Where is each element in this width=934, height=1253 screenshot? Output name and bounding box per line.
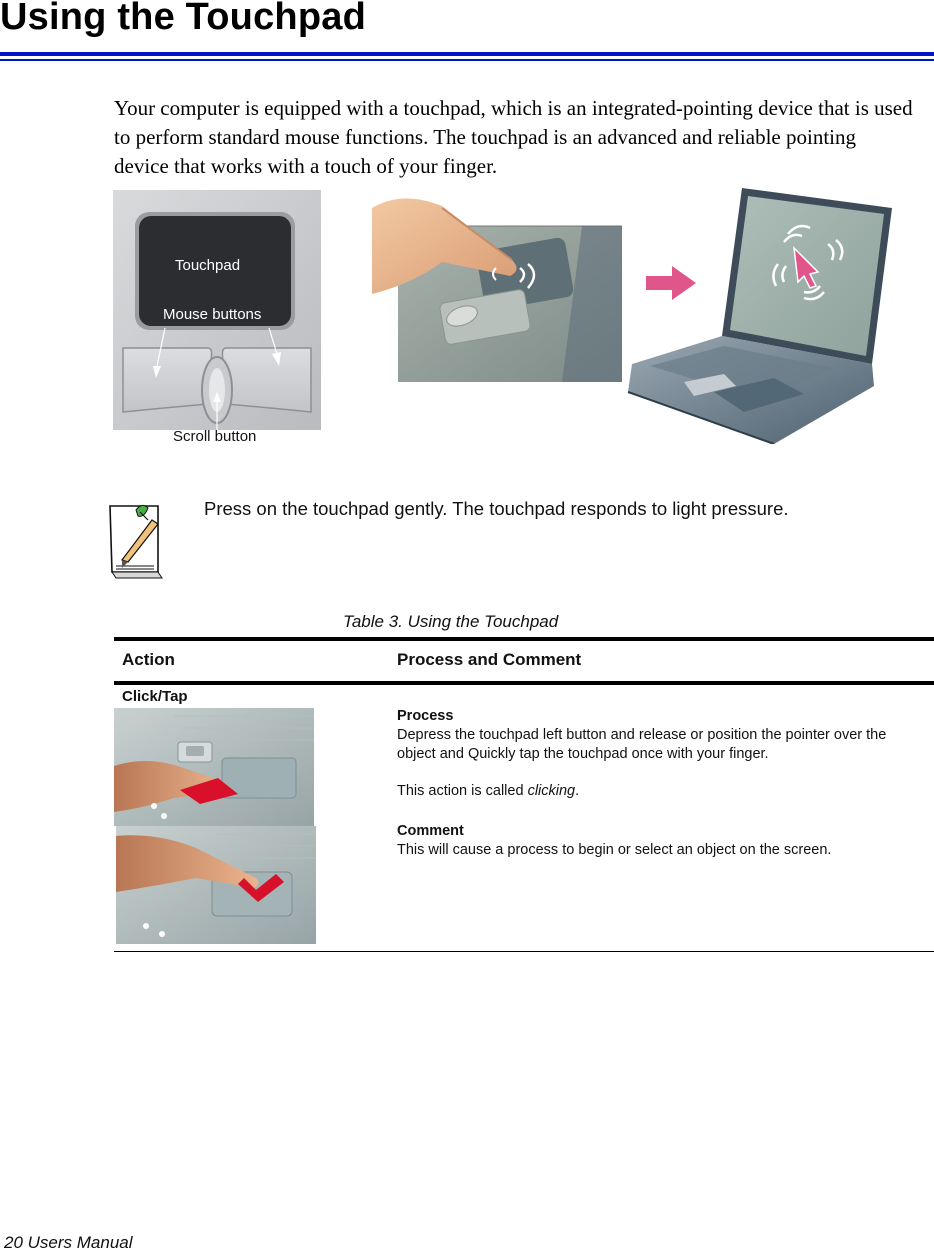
title-rule-thin bbox=[0, 59, 934, 61]
table-header-rule bbox=[114, 681, 934, 685]
action-called-term: clicking bbox=[527, 783, 576, 799]
action-name: Click/Tap bbox=[122, 688, 188, 705]
laptop-image bbox=[624, 186, 894, 444]
process-heading: Process bbox=[397, 708, 454, 724]
note-pencil-icon bbox=[108, 498, 166, 580]
table-top-rule bbox=[114, 637, 934, 641]
process-text: Depress the touchpad left button and release or position the pointer over the object and Quickly tap the touchpad once with your finger. bbox=[397, 727, 887, 762]
note-text: Press on the touchpad gently. The touchpad responds to light pressure. bbox=[204, 498, 789, 519]
click-tap-image-1 bbox=[114, 708, 314, 826]
click-tap-image-2 bbox=[116, 826, 316, 944]
comment-text: This will cause a process to begin or select an object on the screen. bbox=[397, 842, 832, 858]
table-caption: Table 3. Using the Touchpad bbox=[343, 612, 559, 631]
table-header-action: Action bbox=[122, 650, 175, 669]
action-called-prefix: This action is called bbox=[397, 783, 528, 799]
comment-heading: Comment bbox=[397, 823, 464, 839]
table-bottom-rule bbox=[114, 951, 934, 952]
table-row bbox=[122, 688, 188, 705]
page-title: Using the Touchpad bbox=[0, 0, 366, 38]
action-called-text bbox=[397, 782, 917, 801]
touchpad-label: Touchpad bbox=[175, 257, 241, 274]
scroll-button-label: Scroll button bbox=[173, 428, 257, 445]
intro-paragraph: Your computer is equipped with a touchpad, which is an integrated-pointing device that is used to perform standard mouse functions. The touchpad is an advanced and reliable pointing device that works with a touch of your finger. bbox=[114, 96, 913, 178]
action-called-suffix: . bbox=[575, 783, 580, 799]
title-rule-thick bbox=[0, 52, 934, 56]
mouse-buttons-label: Mouse buttons bbox=[163, 306, 262, 323]
finger-on-touchpad-image bbox=[372, 186, 622, 382]
table-header-process: Process and Comment bbox=[397, 650, 582, 669]
page-footer: 20 Users Manual bbox=[4, 1233, 133, 1252]
